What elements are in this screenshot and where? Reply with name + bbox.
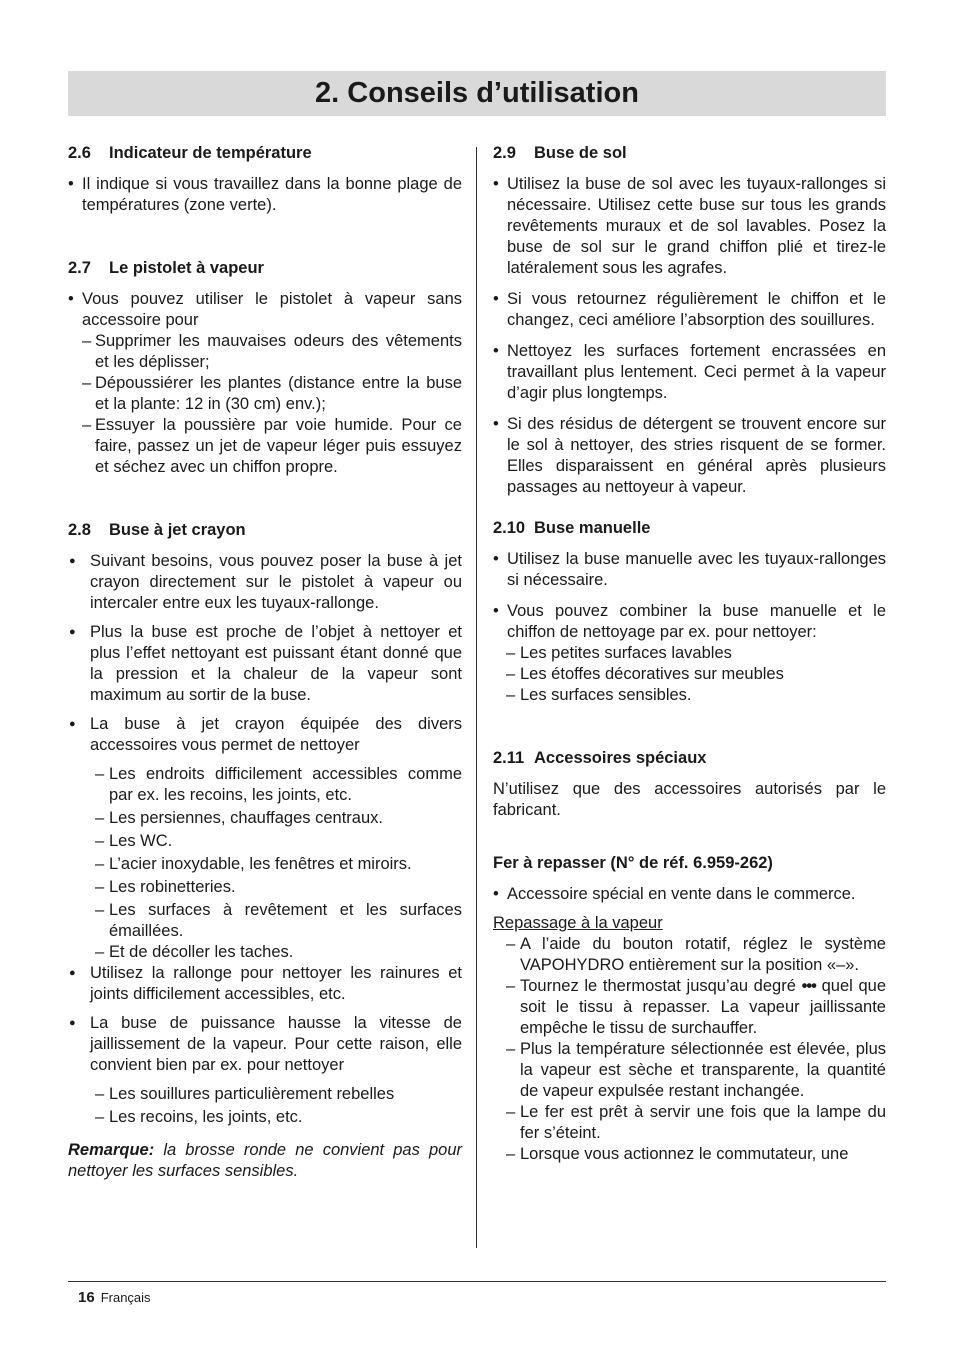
chapter-title: 2. Conseils d’utilisation	[315, 77, 639, 109]
dash-item: – Dépoussiérer les plantes (distance entre la buse et la plante: 12 in (30 cm) env.);	[68, 373, 462, 415]
page-footer	[78, 1289, 151, 1306]
dash-item: – L’acier inoxydable, les fenêtres et miroirs.	[68, 854, 462, 875]
dash-item: – Les persiennes, chauffages centraux.	[68, 808, 462, 829]
dash-item: – Les surfaces à revêtement et les surfaces émaillées.	[68, 900, 462, 942]
column-divider	[476, 147, 477, 1248]
three-dots-symbol: •••	[801, 977, 816, 995]
bullet-item: • Si vous retournez régulièrement le chiffon et le changez, ceci améliore l’absorption des souillures.	[493, 289, 886, 331]
section-heading-2-6: 2.6 Indicateur de température	[68, 144, 312, 162]
chapter-header	[68, 71, 886, 116]
dash-item: – Plus la température sélectionnée est élevée, plus la vapeur est sèche et transparente, la quantité de vapeur expulsée restant inchangée.	[493, 1039, 886, 1102]
dash-item: – Supprimer les mauvaises odeurs des vêtements et les déplisser;	[68, 331, 462, 373]
page-number: 16	[78, 1289, 95, 1306]
note	[68, 1140, 462, 1182]
bullet-item: • Utilisez la buse manuelle avec les tuyaux-rallonges si nécessaire.	[493, 549, 886, 591]
footer-rule	[68, 1281, 886, 1282]
section-heading-2-7: 2.7 Le pistolet à vapeur	[68, 259, 264, 277]
dash-item: – Lorsque vous actionnez le commutateur, une	[493, 1144, 886, 1165]
section-heading-2-9: 2.9 Buse de sol	[493, 144, 627, 162]
bullet-item: • Vous pouvez utiliser le pistolet à vapeur sans accessoire pour	[68, 289, 462, 331]
bullet-item: ● Suivant besoins, vous pouvez poser la buse à jet crayon directement sur le pistolet à vapeur ou intercaler entre eux les tuyaux-rallonge.	[68, 551, 462, 614]
footer-language: Français	[100, 1290, 151, 1305]
subheading-fer: Fer à repasser (N° de réf. 6.959-262)	[493, 854, 773, 872]
dash-item: – A l’aide du bouton rotatif, réglez le système VAPOHYDRO entièrement sur la position «–».	[493, 934, 886, 976]
dash-item: – Les souillures particulièrement rebelles	[68, 1084, 462, 1105]
subheading-repassage: Repassage à la vapeur	[493, 914, 663, 932]
dash-item: – Les surfaces sensibles.	[493, 685, 886, 706]
dash-item: – Les recoins, les joints, etc.	[68, 1107, 462, 1128]
dash-item: – Le fer est prêt à servir une fois que la lampe du fer s’éteint.	[493, 1102, 886, 1144]
note-label: Remarque:	[68, 1141, 155, 1159]
bullet-item: • Si des résidus de détergent se trouvent encore sur le sol à nettoyer, des stries risquent de se former. Elles disparaissent en général après plusieurs passages au nettoyeur à vapeur.	[493, 414, 886, 498]
paragraph: N’utilisez que des accessoires autorisés par le fabricant.	[493, 780, 886, 819]
dash-item: – Et de décoller les taches.	[68, 942, 462, 963]
dash-item: – Les robinetteries.	[68, 877, 462, 898]
dash-item: – Essuyer la poussière par voie humide. Pour ce faire, passez un jet de vapeur léger puis essuyez et séchez avec un chiffon propre.	[68, 415, 462, 478]
right-column	[493, 143, 886, 1165]
bullet-item: ● La buse à jet crayon équipée des divers accessoires vous permet de nettoyer	[68, 714, 462, 756]
bullet-item: • Vous pouvez combiner la buse manuelle et le chiffon de nettoyage par ex. pour nettoyer:	[493, 601, 886, 643]
bullet-item: • Utilisez la buse de sol avec les tuyaux-rallonges si nécessaire. Utilisez cette buse sur tous les grands revêtements muraux et de sol lavables. Posez la buse de sol sur le grand chiffon plié et tirez-le latéralement sous les agrafes.	[493, 174, 886, 279]
dash-item: – Les endroits difficilement accessibles comme par ex. les recoins, les joints, etc.	[68, 764, 462, 806]
section-heading-2-10: 2.10 Buse manuelle	[493, 519, 651, 537]
bullet-item: • Accessoire spécial en vente dans le commerce.	[493, 884, 886, 905]
bullet-item: ● Plus la buse est proche de l’objet à nettoyer et plus l’effet nettoyant est puissant étant donné que la pression et la chaleur de la vapeur sont maximum au sortir de la buse.	[68, 622, 462, 706]
bullet-item: ● Utilisez la rallonge pour nettoyer les rainures et joints difficilement accessibles, etc.	[68, 963, 462, 1005]
dash-item: – Les petites surfaces lavables	[493, 643, 886, 664]
dash-item: – Les WC.	[68, 831, 462, 852]
dash-item: – Les étoffes décoratives sur meubles	[493, 664, 886, 685]
section-heading-2-11: 2.11 Accessoires spéciaux	[493, 749, 707, 767]
note-text: la brosse ronde ne convient pas pour nettoyer les surfaces sensibles.	[68, 1141, 462, 1180]
left-column	[68, 143, 462, 1182]
bullet-item: • Nettoyez les surfaces fortement encrassées en travaillant plus lentement. Ceci permet à la vapeur d’agir plus longtemps.	[493, 341, 886, 404]
section-heading-2-8: 2.8 Buse à jet crayon	[68, 521, 246, 539]
bullet-item: ● La buse de puissance hausse la vitesse de jaillissement de la vapeur. Pour cette raison, elle convient bien par ex. pour nettoyer	[68, 1013, 462, 1076]
bullet-item: • Il indique si vous travaillez dans la bonne plage de températures (zone verte).	[68, 174, 462, 216]
dash-item: – Tournez le thermostat jusqu’au degré ••• quel que soit le tissu à repasser. La vapeur jaillissante empêche le tissu de surchauffer.	[493, 976, 886, 1039]
